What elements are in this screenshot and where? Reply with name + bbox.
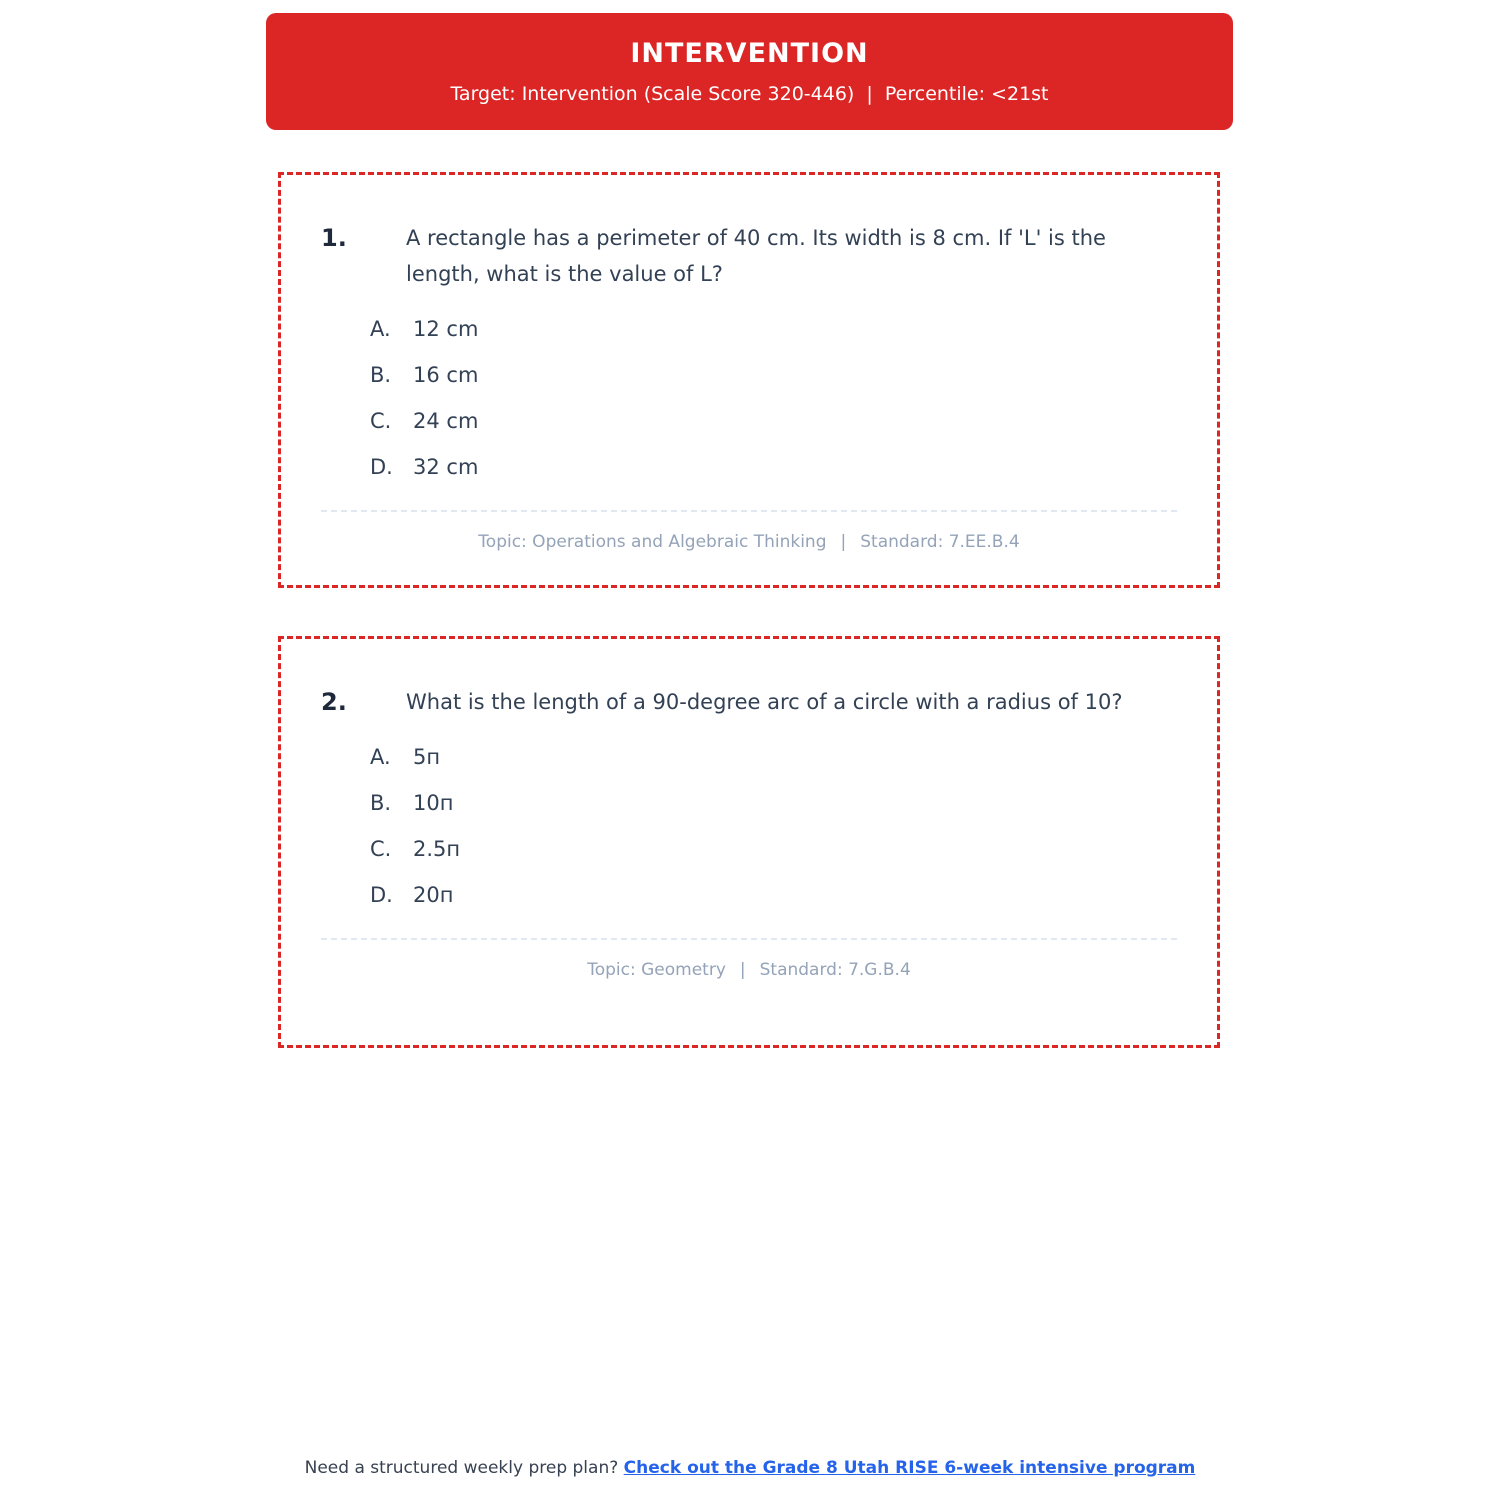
meta-separator: | [840,532,847,552]
answer-option-b [370,790,1177,816]
meta-separator: | [739,960,746,980]
question-card-2 [278,636,1220,1048]
option-text: 20п [413,883,454,907]
option-letter: A. [370,745,391,769]
footer-text: Need a structured weekly prep plan? [304,1458,624,1478]
option-text: 2.5п [413,837,461,861]
answer-option-b [370,362,1177,388]
meta-divider [321,510,1177,512]
answer-option-a [370,316,1177,342]
answer-option-a [370,744,1177,770]
answer-option-d [370,882,1177,908]
option-text: 12 cm [413,317,479,341]
option-letter: D. [370,455,393,479]
standard-label: Standard: 7.EE.B.4 [860,532,1020,552]
question-number: 1. [321,224,347,252]
answer-option-d [370,454,1177,480]
question-meta [321,532,1177,552]
standard-label: Standard: 7.G.B.4 [759,960,911,980]
question-text: A rectangle has a perimeter of 40 cm. Its width is 8 cm. If 'L' is the length, what is the value of L? [406,226,1106,286]
options-list [321,744,1177,908]
option-letter: D. [370,883,393,907]
option-text: 5п [413,745,441,769]
answer-option-c [370,836,1177,862]
option-letter: C. [370,409,392,433]
header-banner [266,13,1233,130]
question-meta [321,960,1177,980]
question-row [321,684,1177,720]
topic-label: Topic: Operations and Algebraic Thinking [478,532,827,552]
option-letter: A. [370,317,391,341]
meta-divider [321,938,1177,940]
option-text: 16 cm [413,363,479,387]
question-row [321,220,1177,292]
answer-option-c [370,408,1177,434]
option-letter: B. [370,791,392,815]
page-footer [0,1458,1500,1478]
header-subtitle: Target: Intervention (Scale Score 320-446) | Percentile: <21st [450,83,1049,105]
option-letter: B. [370,363,392,387]
page-title: INTERVENTION [630,38,869,69]
option-text: 10п [413,791,454,815]
question-number: 2. [321,688,347,716]
question-text: What is the length of a 90-degree arc of a circle with a radius of 10? [406,690,1123,714]
option-text: 24 cm [413,409,479,433]
options-list [321,316,1177,480]
option-text: 32 cm [413,455,479,479]
topic-label: Topic: Geometry [587,960,726,980]
footer-link[interactable]: Check out the Grade 8 Utah RISE 6-week intensive program [623,1458,1196,1478]
option-letter: C. [370,837,392,861]
question-card-1 [278,172,1220,588]
